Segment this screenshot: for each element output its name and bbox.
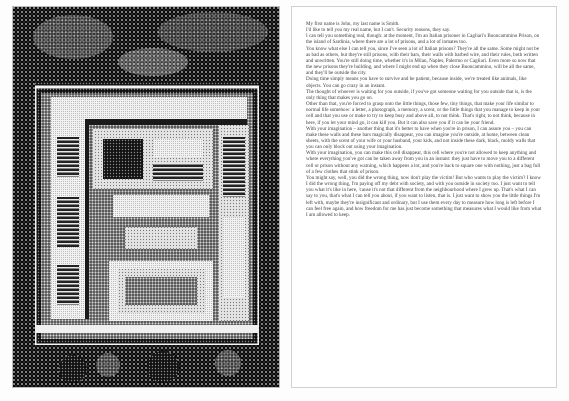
text-page <box>292 7 556 387</box>
aerial-prison-photo <box>13 7 279 387</box>
paragraph: Doing time simply means you have to survive and be patient, because inside, we're treated like animals, like objects. You can go crazy in an instant. <box>306 76 527 89</box>
paragraph: You might say, well, you did the wrong thing, now don't play the victim! But who wants to play the victim? I know I did the wrong thing, I'm paying off my debt with society, and with you outside in society too. I just want to tell you what it's like in here, 'cause it's not that different from the neighbourhood where I grew up. That's what I can say to you, that's what I can tell you about, if you want to listen, that is. I just want to show you the little things I'm left with, maybe they're insignificant and ordinary, but I use them every day to measure how long is left before I can feel free again, and how freedom for me has just become something that measures what I would like from what I am allowed to keep. <box>306 174 542 218</box>
paragraph: I'd like to tell you my real name, but I can't. Security reasons, they say. <box>306 27 451 34</box>
paragraph: I can tell you something real, though: at the moment, I'm an Italian prisoner in Cagliari's Buoncammino Prison, on the island of Sardinia, where there are a lot of prisons, and a lot of inmates too. <box>306 33 540 46</box>
paragraph: With your imagination – another thing that it's better to have when you're in prison, I can assure you – you can make these walls and these bars magically disappear, you can imagine you're outside, at home, between clean sheets, with the scent of your wife or your husband, your kids, and not inside these dark, black, moldy walls that you can only block out using your imagination. <box>306 125 536 151</box>
paragraph: The thought of whoever is waiting for you outside, if you've got someone waiting for you outside that is, is the only thing that makes you go on. <box>306 88 532 101</box>
aerial-halftone-image <box>13 7 279 387</box>
paragraph: Other than that, you're forced to grasp onto the little things, those few, tiny things, that make your life similar to normal life somehow: a letter, a photograph, a memory, a scent, or the little things that you manage to keep in your cell and that you use or make to try to keep busy and above all, to not think. That's right, to not think, because in here, if you let your mind go, it can kill you. But it can also save you if it can be your friend. <box>306 101 541 126</box>
paragraph: With your imagination, you can make this cell disappear, this cell where you're not allowed to keep anything and where everything you've got can be taken away from you in an instant: they just have to move you to a different cell or prison without any warning, which happens a lot, and you're back to square one with nothing, just a bag full of a few clothes that stink of prison. <box>306 150 541 175</box>
story-text <box>306 21 542 218</box>
paragraph: My first name is John, my last name is Smith. <box>306 21 400 27</box>
paragraph: You know what else I can tell you, since I've seen a lot of Italian prisons? They're all the same. Some might not be as bad as others, but they're still prisons, with their bars, their walls with barbed wire, and their rules, both written and unwritten. You're still doing time, whether it's in Milan, Naples, Palermo or Cagliari. Even more so now that the new prisons they're building, and where I might end up when they close Buoncammino, will be all the same, and they'll be outside the city. <box>306 45 539 77</box>
